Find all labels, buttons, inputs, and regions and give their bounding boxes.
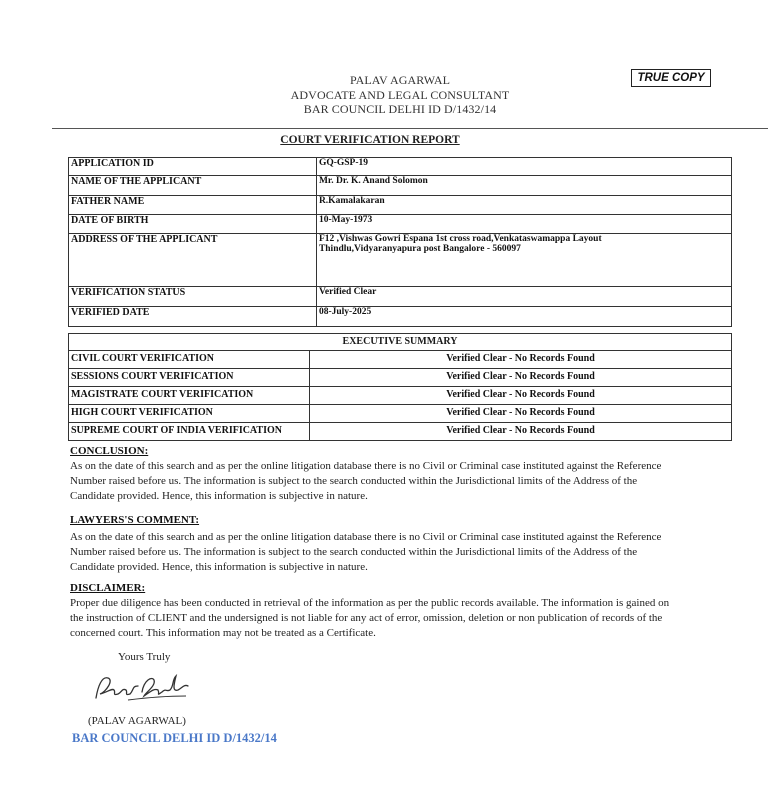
executive-summary-title: EXECUTIVE SUMMARY xyxy=(68,333,732,350)
text-line: the instruction of CLIENT and the undersigned is not liable for any act of error, omission, deletion or non publication of records of the xyxy=(70,612,663,624)
row-label: MAGISTRATE COURT VERIFICATION xyxy=(69,387,310,405)
signatory-bar-id: BAR COUNCIL DELHI ID D/1432/14 xyxy=(72,731,277,745)
row-value: Verified Clear - No Records Found xyxy=(310,369,732,387)
table-row xyxy=(69,369,732,387)
row-label: ADDRESS OF THE APPLICANT xyxy=(69,234,317,287)
true-copy-stamp: TRUE COPY xyxy=(631,69,711,87)
header-divider xyxy=(52,128,768,129)
row-label: HIGH COURT VERIFICATION xyxy=(69,405,310,423)
table-row xyxy=(69,405,732,423)
row-value: Verified Clear - No Records Found xyxy=(310,423,732,441)
text-line: As on the date of this search and as per the online litigation database there is no Civil or Criminal case instituted against the Reference xyxy=(70,531,662,543)
address-line-1: F12 ,Vishwas Gowri Espana 1st cross road,Venkataswamappa Layout xyxy=(318,234,602,244)
row-label: DATE OF BIRTH xyxy=(69,215,317,234)
conclusion-text xyxy=(70,459,730,504)
row-label: FATHER NAME xyxy=(69,196,317,215)
row-value: GQ-GSP-19 xyxy=(316,158,731,176)
text-line: As on the date of this search and as per the online litigation database there is no Civil or Criminal case instituted against the Reference xyxy=(70,460,662,472)
advocate-name: PALAV AGARWAL xyxy=(349,73,451,87)
table-row xyxy=(69,423,732,441)
row-value: 10-May-1973 xyxy=(316,215,731,234)
row-value xyxy=(316,234,731,287)
text-line: Number raised before us. The information is subject to the search conducted within the Jurisdictional limits of the Address of the xyxy=(70,546,638,558)
row-value: Verified Clear - No Records Found xyxy=(310,405,732,423)
conclusion-heading: CONCLUSION: xyxy=(70,445,149,457)
row-label: VERIFICATION STATUS xyxy=(69,287,317,307)
row-value: 08-July-2025 xyxy=(316,307,731,327)
advocate-role: ADVOCATE AND LEGAL CONSULTANT xyxy=(290,87,510,102)
table-row xyxy=(69,307,732,327)
table-row xyxy=(69,287,732,307)
text-line: Candidate provided. Hence, this information is subjective in nature. xyxy=(70,561,368,573)
applicant-info-table xyxy=(68,157,732,327)
closing-salutation: Yours Truly xyxy=(118,651,171,663)
table-row xyxy=(69,351,732,369)
report-title: COURT VERIFICATION REPORT xyxy=(280,134,460,146)
text-line: Number raised before us. The information is subject to the search conducted within the Jurisdictional limits of the Address of the xyxy=(70,475,638,487)
bar-council-id: BAR COUNCIL DELHI ID D/1432/14 xyxy=(303,102,497,116)
row-label: APPLICATION ID xyxy=(69,158,317,176)
handwritten-signature xyxy=(88,670,198,710)
text-line: Proper due diligence has been conducted in retrieval of the information as per the public records available. The information is gained on xyxy=(70,597,670,609)
address-line-2: Thindlu,Vidyaranyapura post Bangalore - 560097 xyxy=(318,244,521,254)
table-row xyxy=(69,176,732,196)
row-value: R.Kamalakaran xyxy=(316,196,731,215)
table-row xyxy=(69,387,732,405)
table-row xyxy=(69,196,732,215)
signatory-name: (PALAV AGARWAL) xyxy=(88,715,186,727)
table-row xyxy=(69,234,732,287)
disclaimer-text xyxy=(70,596,730,641)
row-value: Mr. Dr. K. Anand Solomon xyxy=(316,176,731,196)
row-label: SESSIONS COURT VERIFICATION xyxy=(69,369,310,387)
row-value: Verified Clear - No Records Found xyxy=(310,351,732,369)
row-label: CIVIL COURT VERIFICATION xyxy=(69,351,310,369)
row-label: NAME OF THE APPLICANT xyxy=(69,176,317,196)
disclaimer-heading: DISCLAIMER: xyxy=(70,582,146,594)
row-value: Verified Clear - No Records Found xyxy=(310,387,732,405)
row-label: SUPREME COURT OF INDIA VERIFICATION xyxy=(69,423,310,441)
text-line: Candidate provided. Hence, this information is subjective in nature. xyxy=(70,490,368,502)
table-row xyxy=(69,215,732,234)
lawyers-comment-heading: LAWYERS'S COMMENT: xyxy=(70,514,200,526)
executive-summary-table xyxy=(68,350,732,441)
row-label: VERIFIED DATE xyxy=(69,307,317,327)
row-value: Verified Clear xyxy=(316,287,731,307)
lawyers-comment-text xyxy=(70,530,730,575)
table-row xyxy=(69,158,732,176)
text-line: concerned court. This information may not be treated as a Certificate. xyxy=(70,627,376,639)
